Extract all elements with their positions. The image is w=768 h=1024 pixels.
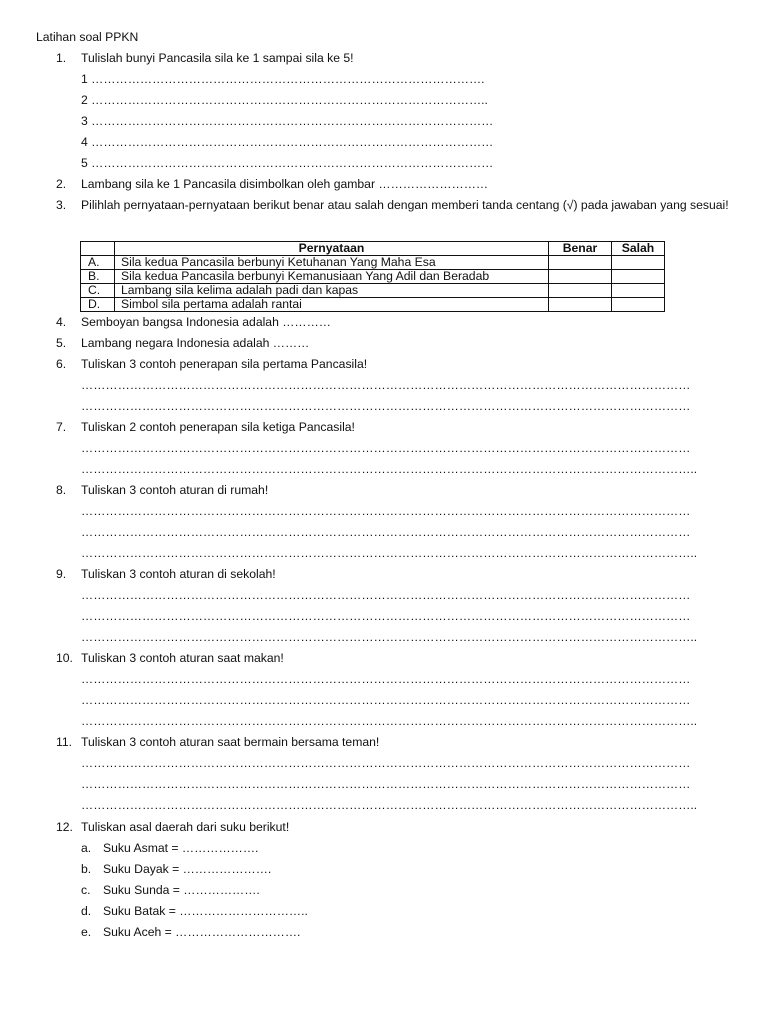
- question-text: Tuliskan asal daerah dari suku berikut!: [81, 820, 290, 834]
- question-4: [56, 312, 730, 333]
- list-item: [81, 922, 730, 943]
- item-text[interactable]: Suku Sunda = ……………….: [103, 883, 260, 897]
- list-item: [81, 901, 730, 922]
- list-item: [81, 838, 730, 859]
- question-number: 10.: [56, 651, 73, 665]
- question-text: Tuliskan 3 contoh aturan di rumah!: [81, 483, 269, 497]
- item-label: a.: [81, 841, 92, 855]
- table-row: [81, 256, 665, 270]
- answer-line[interactable]: ……………………………………………………………………………………………………………………………………: [81, 609, 691, 623]
- row-label: C.: [81, 284, 115, 298]
- question-text: Lambang sila ke 1 Pancasila disimbolkan oleh gambar ………………………: [81, 177, 489, 191]
- question-number: 1.: [56, 51, 67, 65]
- question-text: Semboyan bangsa Indonesia adalah …………: [81, 315, 331, 329]
- item-label: c.: [81, 883, 91, 897]
- answer-line[interactable]: ……………………………………………………………………………………………………………………………………: [81, 399, 691, 413]
- item-label: d.: [81, 904, 92, 918]
- row-statement: Sila kedua Pancasila berbunyi Kemanusiaan Yang Adil dan Beradab: [115, 270, 549, 284]
- question-text: Tuliskan 2 contoh penerapan sila ketiga Pancasila!: [81, 420, 355, 434]
- question-7: [56, 417, 730, 480]
- question-number: 2.: [56, 177, 67, 191]
- question-text: Tuliskan 3 contoh aturan di sekolah!: [81, 567, 276, 581]
- answer-line[interactable]: 4 ………………………………………………………………………………………: [81, 135, 494, 149]
- answer-line[interactable]: ……………………………………………………………………………………………………………………………………: [81, 504, 691, 518]
- question-8: [56, 480, 730, 564]
- table-header-statement: Pernyataan: [115, 242, 549, 256]
- list-item: [81, 859, 730, 880]
- salah-cell[interactable]: [612, 298, 665, 312]
- question-text: Tuliskan 3 contoh aturan saat bermain bersama teman!: [81, 735, 380, 749]
- answer-line[interactable]: ……………………………………………………………………………………………………………………………………..: [81, 546, 698, 560]
- answer-line[interactable]: ……………………………………………………………………………………………………………………………………..: [81, 630, 698, 644]
- answer-line[interactable]: 5 ………………………………………………………………………………………: [81, 156, 494, 170]
- answer-line[interactable]: 3 ………………………………………………………………………………………: [81, 114, 494, 128]
- benar-cell[interactable]: [549, 284, 612, 298]
- list-item: [81, 880, 730, 901]
- item-text[interactable]: Suku Batak = …………………………..: [103, 904, 308, 918]
- page-title: Latihan soal PPKN: [36, 30, 139, 44]
- question-number: 4.: [56, 315, 67, 329]
- answer-line[interactable]: ……………………………………………………………………………………………………………………………………: [81, 756, 691, 770]
- answer-line[interactable]: ……………………………………………………………………………………………………………………………………: [81, 378, 691, 392]
- salah-cell[interactable]: [612, 284, 665, 298]
- question-number: 8.: [56, 483, 67, 497]
- question-number: 3.: [56, 198, 67, 212]
- question-text: Pilihlah pernyataan-pernyataan berikut benar atau salah dengan memberi tanda centang (√) pada jawaban yang sesuai!: [81, 198, 729, 212]
- answer-line[interactable]: ……………………………………………………………………………………………………………………………………..: [81, 462, 698, 476]
- table-header-salah: Salah: [612, 242, 665, 256]
- benar-cell[interactable]: [549, 270, 612, 284]
- row-statement: Lambang sila kelima adalah padi dan kapas: [115, 284, 549, 298]
- question-number: 11.: [56, 735, 73, 749]
- question-number: 7.: [56, 420, 67, 434]
- answer-line[interactable]: ……………………………………………………………………………………………………………………………………: [81, 441, 691, 455]
- answer-line[interactable]: ……………………………………………………………………………………………………………………………………: [81, 777, 691, 791]
- table-row: [81, 298, 665, 312]
- answer-line[interactable]: ……………………………………………………………………………………………………………………………………: [81, 525, 691, 539]
- statement-table: [80, 241, 665, 312]
- question-number: 9.: [56, 567, 67, 581]
- benar-cell[interactable]: [549, 256, 612, 270]
- question-number: 5.: [56, 336, 67, 350]
- question-text: Tuliskan 3 contoh penerapan sila pertama Pancasila!: [81, 357, 368, 371]
- salah-cell[interactable]: [612, 256, 665, 270]
- question-11: [56, 732, 730, 816]
- question-6: [56, 354, 730, 417]
- item-text[interactable]: Suku Aceh = ………………………….: [103, 925, 301, 939]
- answer-line[interactable]: ……………………………………………………………………………………………………………………………………: [81, 672, 691, 686]
- table-header-row: [81, 242, 665, 256]
- row-label: B.: [81, 270, 115, 284]
- row-label: D.: [81, 298, 115, 312]
- answer-line[interactable]: ……………………………………………………………………………………………………………………………………: [81, 693, 691, 707]
- item-text[interactable]: Suku Asmat = ……………….: [103, 841, 259, 855]
- question-5: [56, 333, 730, 354]
- table-row: [81, 270, 665, 284]
- question-1: [56, 48, 730, 174]
- question-text: Tuliskan 3 contoh aturan saat makan!: [81, 651, 284, 665]
- row-label: A.: [81, 256, 115, 270]
- question-3: [56, 195, 730, 216]
- answer-line[interactable]: ……………………………………………………………………………………………………………………………………: [81, 588, 691, 602]
- salah-cell[interactable]: [612, 270, 665, 284]
- question-12: [56, 817, 730, 943]
- table-header-blank: [81, 242, 115, 256]
- question-number: 6.: [56, 357, 67, 371]
- question-text: Tulislah bunyi Pancasila sila ke 1 sampai sila ke 5!: [81, 51, 354, 65]
- question-text: Lambang negara Indonesia adalah ………: [81, 336, 310, 350]
- question-2: [56, 174, 730, 195]
- answer-line[interactable]: ……………………………………………………………………………………………………………………………………..: [81, 714, 698, 728]
- item-label: b.: [81, 862, 92, 876]
- answer-line[interactable]: ……………………………………………………………………………………………………………………………………..: [81, 798, 698, 812]
- row-statement: Sila kedua Pancasila berbunyi Ketuhanan Yang Maha Esa: [115, 256, 549, 270]
- item-label: e.: [81, 925, 92, 939]
- question-10: [56, 648, 730, 732]
- question-9: [56, 564, 730, 648]
- item-text[interactable]: Suku Dayak = ………………….: [103, 862, 272, 876]
- table-header-benar: Benar: [549, 242, 612, 256]
- table-row: [81, 284, 665, 298]
- row-statement: Simbol sila pertama adalah rantai: [115, 298, 549, 312]
- question-number: 12.: [56, 820, 73, 834]
- answer-line[interactable]: 2 ……………………………………………………………………………………..: [81, 93, 488, 107]
- answer-line[interactable]: 1 …………………………………………………………………………………….: [81, 72, 485, 86]
- benar-cell[interactable]: [549, 298, 612, 312]
